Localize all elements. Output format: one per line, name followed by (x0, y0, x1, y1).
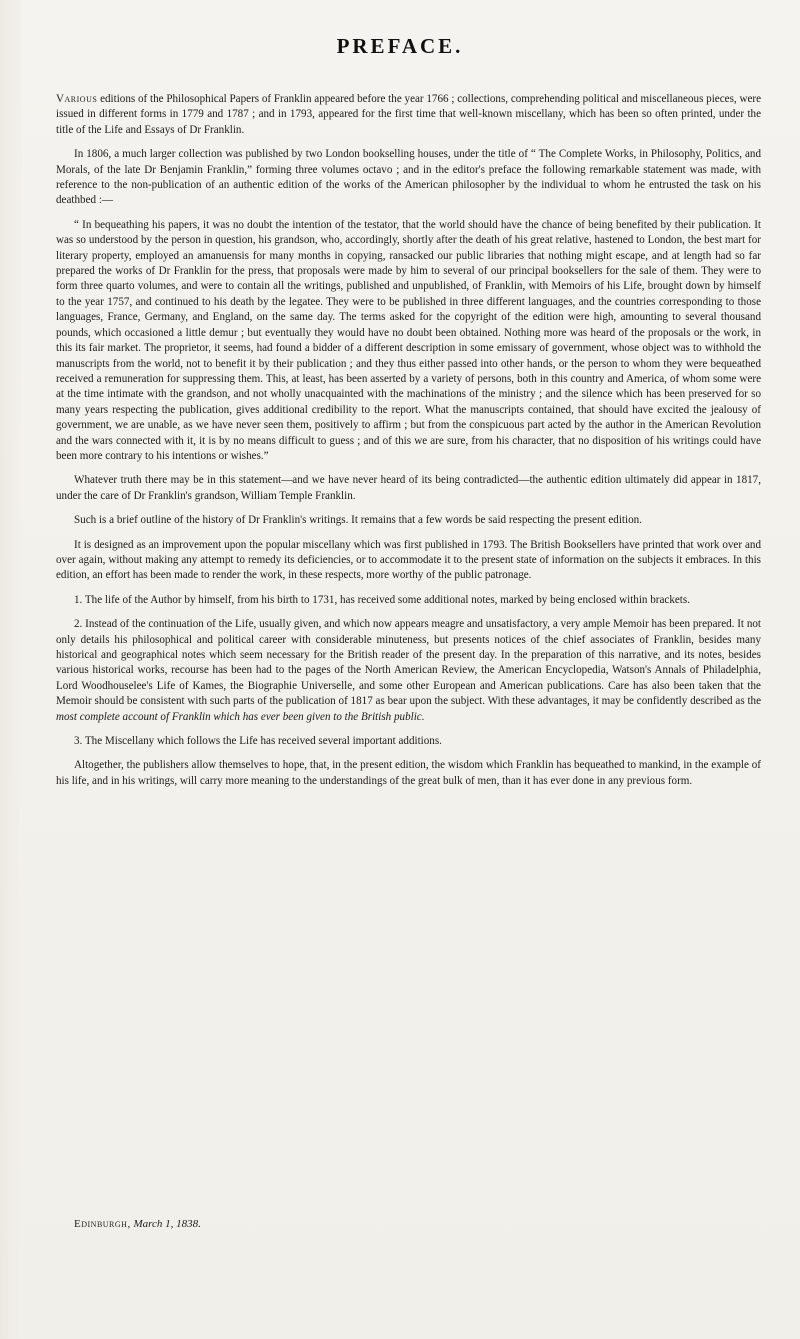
paragraph-2: In 1806, a much larger collection was published by two London bookselling houses, under the title of “ The Complete Works, in Philosophy, Politics, and Morals, of the late Dr Benjamin Franklin,” forming three volumes octavo ; and in the editor's preface the following remarkable statement was made, with reference to the non-publication of an authentic edition of the works of the American philosopher by the individual to whom he entrusted the task on his deathbed :— (56, 148, 761, 207)
paragraph-6: It is designed as an improvement upon the popular miscellany which was first published in 1793. The British Booksellers have printed that work over and over again, without making any attempt to remedy its deficiencies, or to accommodate it to the present state of information on the subjects it embraces. In this edition, an effort has been made to render the work, in these respects, more worthy of the public patronage. (56, 538, 761, 582)
paragraph-italic-text: most complete account of Franklin which has ever been given to the British public. (56, 710, 425, 723)
preface-body (56, 92, 761, 798)
signature-line (74, 1218, 201, 1230)
paragraph-9-item-3: 3. The Miscellany which follows the Life has received several important additions. (74, 735, 442, 748)
page-edge-shadow (0, 0, 22, 1339)
paragraph-text: editions of the Philosophical Papers of Franklin appeared before the year 1766 ; collections, comprehending political and miscellaneous pieces, were issued in different forms in 1779 and 1787 ; and in 1793, appeared for the first time that well-known miscellany, which has been so often printed, under the title of the Life and Essays of Dr Franklin. (56, 93, 761, 136)
paragraph-5: Such is a brief outline of the history of Dr Franklin's writings. It remains that a few words be said respecting the present edition. (74, 514, 642, 527)
paragraph-lead-word: Various (56, 93, 98, 105)
signature-date: March 1, 1838. (133, 1218, 201, 1230)
paragraph-7-item-1: 1. The life of the Author by himself, from his birth to 1731, has received some additional notes, marked by being enclosed within brackets. (74, 593, 690, 606)
paragraph-1 (56, 92, 761, 138)
paragraph-text: 2. Instead of the continuation of the Life, usually given, and which now appears meagre and unsatisfactory, a very ample Memoir has been prepared. It not only details his philosophical and political career with considerable minuteness, but presents notices of the chief associates of Franklin, besides many historical and geographical notes which seem necessary for the British reader of the present day. In the preparation of this narrative, and its notes, besides various historical works, recourse has been had to the pages of the North American Review, the American Encyclopedia, Watson's Annals of Philadelphia, Lord Woodhouselee's Life of Kames, the Biographie Universelle, and some other European and American publications. Care has also been taken that the Memoir should be consistent with such parts of the publication of 1817 as bear upon the subject. With these advantages, it may be confidently described as the (56, 618, 761, 708)
paragraph-3-quotation: “ In bequeathing his papers, it was no doubt the intention of the testator, that the world should have the chance of being benefited by their publication. It was so understood by the person in question, his grandson, who, accordingly, shortly after the death of his great relative, hastened to London, the best mart for literary property, employed an amanuensis for many months in copying, ransacked our public libraries that nothing might escape, and at length had so far prepared the works of Dr Franklin for the press, that proposals were made by him to several of our principal booksellers for the sale of them. They were to form three quarto volumes, and were to contain all the writings, published and unpublished, of Franklin, with Memoirs of his Life, brought down by himself to the year 1757, and continued to his death by the legatee. They were to be published in three different languages, and the countries corresponding to those languages, France, Germany, and England, on the same day. The terms asked for the copyright of the edition were high, amounting to several thousand pounds, which occasioned a little demur ; but eventually they would have no doubt been obtained. Nothing more was heard of the proposals or the work, in this its fair market. The proprietor, it seems, had found a bidder of a different description in some emissary of government, whose object was to withhold the manuscripts from the world, not to benefit it by their publication ; and they thus either passed into other hands, or the person to whom they were bequeathed received a remuneration for suppressing them. This, at least, has been asserted by a variety of persons, both in this country and America, of whom some were at the time intimate with the grandson, and not wholly unacquainted with the machinations of the ministry ; and the silence which has been preserved for so many years respecting the publication, gives additional credibility to the report. What the manuscripts contained, that should have excited the jealousy of government, we are unable, as we have never seen them, positively to affirm ; but from the conspicuous part acted by the author in the American Revolution and the wars connected with it, it is by no means difficult to guess ; and of this we are sure, from his character, that no disposition of his writings could have been more contrary to his intentions or wishes.” (56, 218, 761, 462)
paragraph-10: Altogether, the publishers allow themselves to hope, that, in the present edition, the wisdom which Franklin has bequeathed to mankind, in the example of his life, and in his writings, will carry more meaning to the understandings of the great bulk of men, than it has ever done in any previous form. (56, 759, 761, 787)
page-title: PREFACE. (336, 34, 464, 58)
paragraph-4: Whatever truth there may be in this statement—and we have never heard of its being contradicted—the authentic edition ultimately did appear in 1817, under the care of Dr Franklin's grandson, William Temple Franklin. (56, 474, 761, 502)
paragraph-8-item-2 (56, 617, 761, 725)
signature-place: Edinburgh, (74, 1218, 131, 1230)
